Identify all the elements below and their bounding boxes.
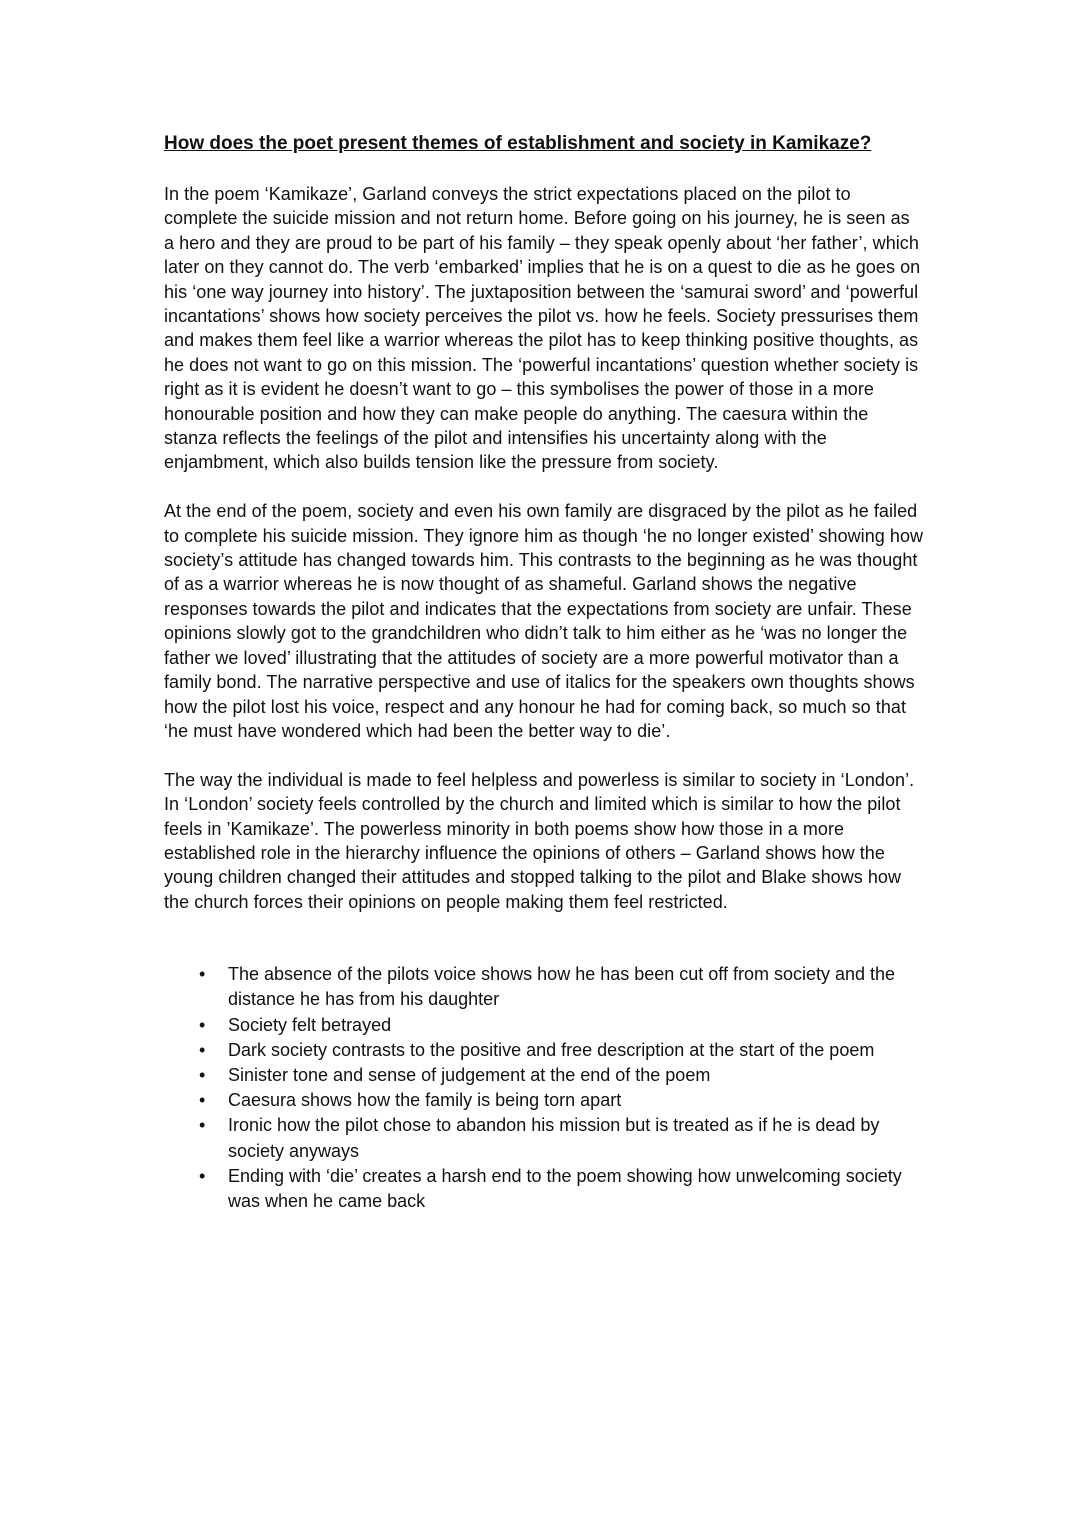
bullet-text: Caesura shows how the family is being torn apart bbox=[228, 1090, 622, 1111]
bullet-text: The absence of the pilots voice shows how he has been cut off from society and the distance he has from his daughter bbox=[228, 964, 896, 1010]
bullet-item bbox=[164, 1063, 924, 1088]
bullet-icon: • bbox=[199, 1039, 206, 1060]
bullet-icon: • bbox=[199, 1014, 206, 1035]
bullet-item bbox=[164, 1088, 924, 1113]
bullet-item bbox=[164, 962, 924, 1012]
bullet-text: Society felt betrayed bbox=[228, 1014, 392, 1035]
bullet-list bbox=[164, 962, 924, 1214]
bullet-item bbox=[164, 1164, 924, 1214]
bullet-text: Ironic how the pilot chose to abandon his mission but is treated as if he is dead by society anyways bbox=[228, 1115, 880, 1161]
bullet-icon: • bbox=[199, 1165, 206, 1186]
bullet-item bbox=[164, 1113, 924, 1163]
bullet-text: Sinister tone and sense of judgement at the end of the poem bbox=[228, 1064, 711, 1085]
bullet-icon: • bbox=[199, 1090, 206, 1111]
bullet-text: Ending with ‘die’ creates a harsh end to the poem showing how unwelcoming society was when he came back bbox=[228, 1165, 902, 1211]
bullet-item bbox=[164, 1038, 924, 1063]
essay-title: How does the poet present themes of establishment and society in Kamikaze? bbox=[164, 133, 872, 154]
document-body bbox=[164, 130, 924, 1214]
bullet-icon: • bbox=[199, 1115, 206, 1136]
bullet-item bbox=[164, 1013, 924, 1038]
paragraph-2: At the end of the poem, society and even his own family are disgraced by the pilot as he failed to complete his suicide mission. They ignore him as though ‘he no longer existed’ showing how society’s attitude has changed towards him. This contrasts to the beginning as he was thought of as a warrior whereas he is now thought of as shameful. Garland shows the negative responses towards the pilot and indicates that the expectations from society are unfair. These opinions slowly got to the grandchildren who didn’t talk to him either as he ‘was no longer the father we loved’ illustrating that the attitudes of society are a more powerful motivator than a family bond. The narrative perspective and use of italics for the speakers own thoughts shows how the pilot lost his voice, respect and any honour he had for coming back, so much so that ‘he must have wondered which had been the better way to die’. bbox=[164, 501, 924, 741]
paragraph-1: In the poem ‘Kamikaze’, Garland conveys the strict expectations placed on the pilot to complete the suicide mission and not return home. Before going on his journey, he is seen as a hero and they are proud to be part of his family – they speak openly about ‘her father’, which later on they cannot do. The verb ‘embarked’ implies that he is on a quest to die as he goes on his ‘one way journey into history’. The juxtaposition between the ‘samurai sword’ and ‘powerful incantations’ shows how society perceives the pilot vs. how he feels. Society pressurises them and makes them feel like a warrior whereas the pilot has to keep thinking positive thoughts, as he does not want to go on this mission. The ‘powerful incantations’ question whether society is right as it is evident he doesn’t want to go – this symbolises the power of those in a more honourable position and how they can make people do anything. The caesura within the stanza reflects the feelings of the pilot and intensifies his uncertainty along with the enjambment, which also builds tension like the pressure from society. bbox=[164, 184, 921, 473]
bullet-icon: • bbox=[199, 964, 206, 985]
bullet-text: Dark society contrasts to the positive and free description at the start of the poem bbox=[228, 1039, 875, 1060]
paragraph-3: The way the individual is made to feel helpless and powerless is similar to society in ‘London’. In ‘London’ society feels controlled by the church and limited which is similar to how the pilot feels in ’Kamikaze’. The powerless minority in both poems show how those in a more established role in the hierarchy influence the opinions of others – Garland shows how the young children changed their attitudes and stopped talking to the pilot and Blake shows how the church forces their opinions on people making them feel restricted. bbox=[164, 769, 915, 912]
bullet-icon: • bbox=[199, 1064, 206, 1085]
